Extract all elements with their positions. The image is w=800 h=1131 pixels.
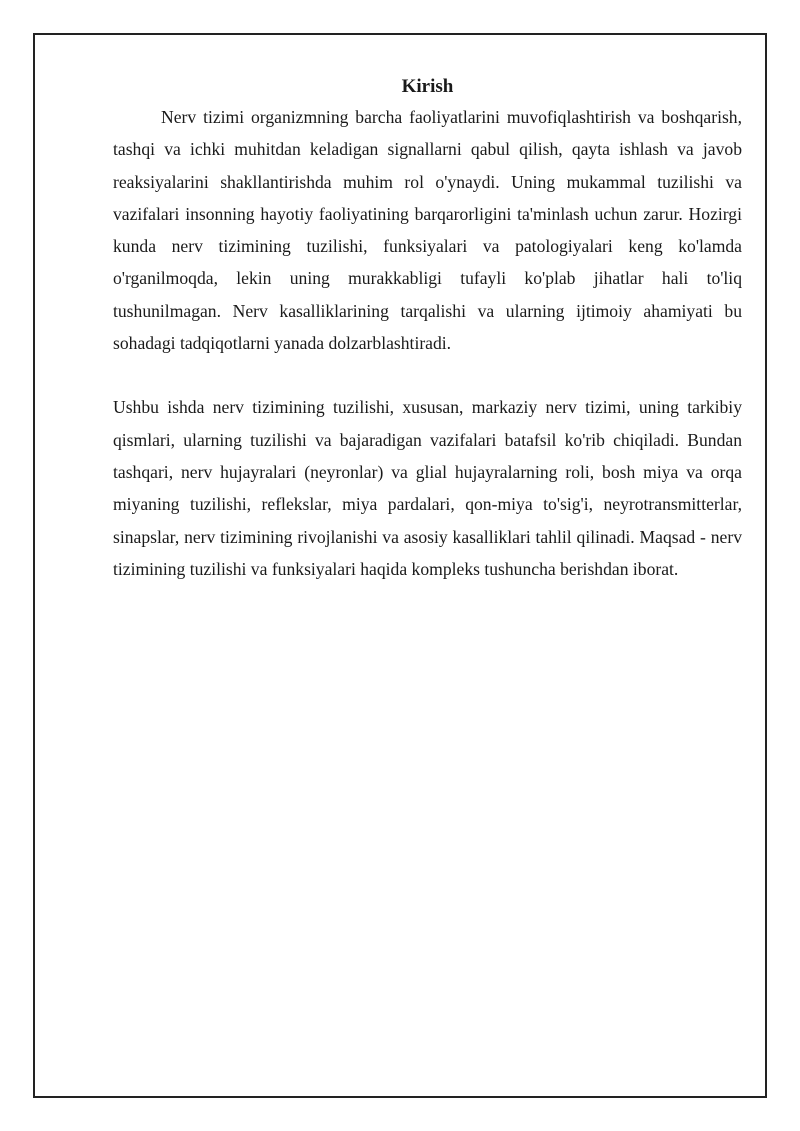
paragraph-introduction: Nerv tizimi organizmning barcha faoliyatlarini muvofiqlashtirish va boshqarish, tashqi va ichki muhitdan keladigan signallarni qabul qilish, qayta ishlash va javob reaksiyalarini shakllantirishda muhim rol o'ynaydi. Uning mukammal tuzilishi va vazifalari insonning hayotiy faoliyatining barqarorligini ta'minlash uchun zarur. Hozirgi kunda nerv tizimining tuzilishi, funksiyalari va patologiyalari keng ko'lamda o'rganilmoqda, lekin uning murakkabligi tufayli ko'plab jihatlar hali to'liq tushunilmagan. Nerv kasalliklarining tarqalishi va ularning ijtimoiy ahamiyati bu sohadagi tadqiqotlarni yanada dolzarblashtiradi. bbox=[113, 107, 742, 354]
paragraph-spacer bbox=[113, 359, 742, 391]
paragraph-scope: Ushbu ishda nerv tizimining tuzilishi, xususan, markaziy nerv tizimi, uning tarkibiy qismlari, ularning tuzilishi va bajaradigan vazifalari batafsil ko'rib chiqiladi. Bundan tashqari, nerv hujayralari (neyronlar) va glial hujayralarning roli, bosh miya va orqa miyaning tuzilishi, reflekslar, miya pardalari, qon-miya to'sig'i, neyrotransmitterlar, sinapslar, nerv tizimining rivojlanishi va asosiy kasalliklari tahlil qilinadi. Maqsad - nerv tizimining tuzilishi va funksiyalari haqida kompleks tushuncha berishdan iborat. bbox=[113, 397, 742, 579]
document-body bbox=[113, 73, 742, 585]
section-title: Kirish bbox=[401, 76, 454, 97]
